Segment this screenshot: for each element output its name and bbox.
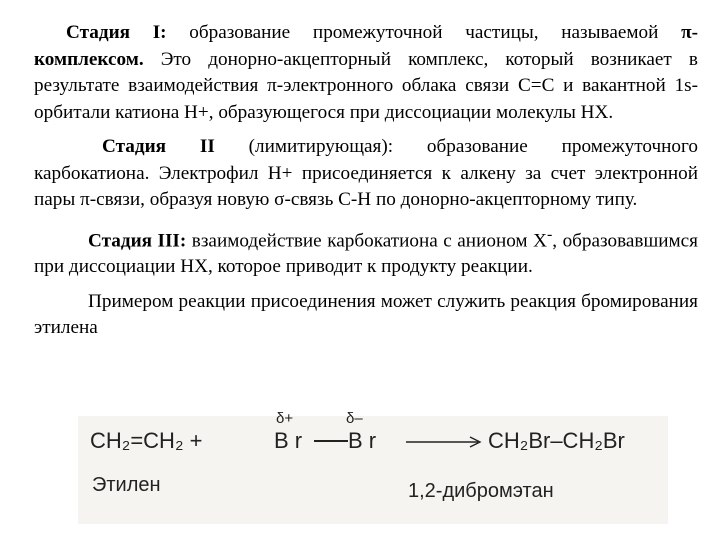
paragraph-example <box>34 289 698 342</box>
stage-3-text-b: , образовавшимся при диссоциации НХ, которое приводит к продукту реакции. <box>34 229 698 278</box>
reactant-name: Этилен <box>92 474 161 496</box>
br-br-bond <box>314 440 348 442</box>
product-formula: CH₂Br–CH₂Br <box>488 428 625 453</box>
bromination-reaction-scheme <box>78 410 668 524</box>
bromine-atom-right: B r <box>348 428 377 453</box>
pi-complex-term: π-комплексом. <box>34 22 698 70</box>
stage-3-text-a: взаимодействие карбокатиона с анионом Х <box>186 229 547 251</box>
stage-1-heading: Стадия I: <box>66 22 167 43</box>
stage-2-heading: Стадия II <box>102 136 215 157</box>
reactant-formula: CH₂=CH₂ + <box>90 428 203 453</box>
stage-1-text-b: Это донорно-акцепторный комплекс, который возникает в результате взаимодействия π-электронного облака связи С=С и вакантной 1s-орбитали катиона Н+, образующегося при диссоциации молекулы НХ. <box>34 48 698 123</box>
stage-3-heading: Стадия III: <box>88 229 187 251</box>
example-text: Примером реакции присоединения может служить реакция бромирования этилена <box>34 290 698 339</box>
reaction-arrow-icon <box>406 436 482 448</box>
delta-plus-label: δ+ <box>276 410 294 427</box>
stage-2-text: (лимитирующая): образование промежуточного карбокатиона. Электрофил Н+ присоединяется к алкену за счет электронной пары π-связи, образуя новую σ-связь С-Н по донорно-акцепторному типу. <box>34 136 698 210</box>
paragraph-stage-3 <box>34 222 698 281</box>
bromine-atom-left: B r <box>274 428 303 453</box>
text-body <box>34 20 698 350</box>
anion-charge: - <box>546 225 553 243</box>
paragraph-stage-2 <box>34 134 698 214</box>
stage-1-text-a: образование промежуточной частицы, называемой <box>166 22 682 43</box>
product-name: 1,2-дибромэтан <box>408 480 554 502</box>
paragraph-stage-1 <box>34 20 698 126</box>
delta-minus-label: δ– <box>346 410 363 427</box>
